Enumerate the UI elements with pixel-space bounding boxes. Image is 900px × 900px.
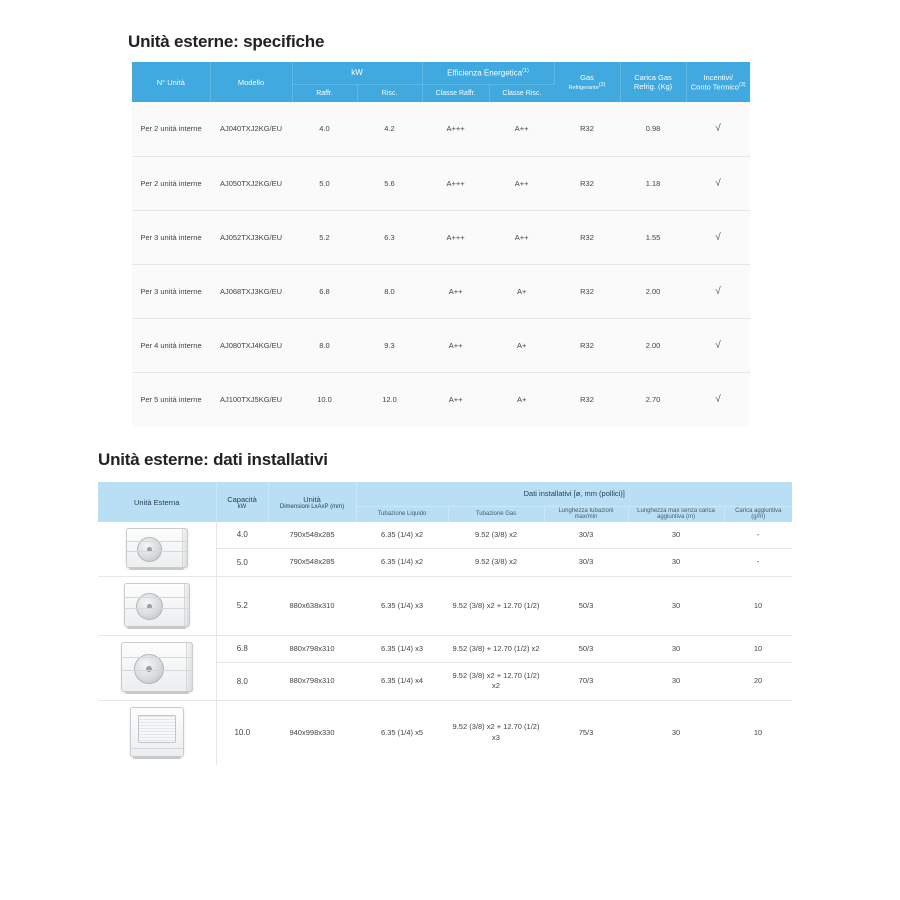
cell-incentive: √ [686, 156, 750, 210]
col-charge-label: Carica Gas [634, 73, 672, 82]
cell-gas: 9.52 (3/8) x2 [448, 522, 544, 549]
table-row [98, 522, 792, 549]
outdoor-unit-image-large [98, 636, 216, 701]
cell-incentive: √ [715, 393, 721, 405]
cell-dims: 880x798x310 [268, 662, 356, 700]
table-row [132, 210, 750, 264]
cell-maxlen: 30 [628, 636, 724, 663]
section2-title: Unità esterne: dati installativi [98, 450, 328, 469]
cell-kw-cool: 5.0 [292, 156, 357, 210]
cell-incentive: √ [686, 318, 750, 372]
cell-incentive: √ [686, 102, 750, 156]
cell-capacity: 4.0 [216, 522, 268, 549]
col-capacity [216, 482, 268, 522]
cell-model: AJ068TXJ3KG/EU [210, 264, 292, 318]
cell-dims: 880x638x310 [268, 577, 356, 636]
cell-kw-heat: 12.0 [382, 394, 397, 404]
cell-class-cool: A++ [422, 264, 489, 318]
cell-gas: R32 [554, 210, 620, 264]
col-liquid-pipe: Tubazione Liquido [356, 506, 448, 522]
cell-unit-count: Per 2 unità interne [132, 102, 210, 156]
cell-kw-cool: 6.8 [292, 264, 357, 318]
col-gas-sub [555, 82, 620, 91]
cell-liquid: 6.35 (1/4) x2 [356, 522, 448, 549]
table-row [132, 156, 750, 210]
cell-unit-count: Per 3 unità interne [132, 210, 210, 264]
cell-gas: 9.52 (3/8) x2 + 12.70 (1/2) x2 [448, 662, 544, 700]
cell-length: 30/3 [544, 549, 628, 577]
specs-table-body [132, 102, 750, 426]
cell-class-cool: A++ [448, 394, 463, 404]
col-efficiency-sup: (1) [522, 67, 529, 74]
cell-gas: 9.52 (3/8) x2 + 12.70 (1/2) [448, 577, 544, 636]
table-row [132, 102, 750, 156]
col-efficiency [422, 62, 554, 84]
col-incentives-sub [687, 82, 751, 92]
cell-model: AJ080TXJ4KG/EU [210, 318, 292, 372]
cell-class-heat: A+ [516, 394, 527, 404]
col-efficiency-label: Efficienza Energetica [447, 68, 523, 78]
col-incentives-sup: (3) [738, 81, 746, 88]
specs-table [132, 62, 750, 426]
col-kw-cool: Raffr. [292, 84, 357, 102]
cell-capacity: 6.8 [216, 636, 268, 663]
cell-gas: R32 [580, 394, 594, 404]
col-extra-charge-sub: (g/m) [751, 514, 766, 521]
cell-capacity: 5.2 [216, 577, 268, 636]
cell-kw-heat: 6.3 [357, 210, 422, 264]
col-pipe-length [544, 506, 628, 522]
col-unit-sub: Dimensioni LxAxP (mm) [279, 503, 345, 510]
cell-unit-count: Per 3 unità interne [132, 264, 210, 318]
col-unit-label: Unità [303, 494, 321, 504]
cell-charge: 2.70 [645, 394, 661, 404]
cell-dims: 940x998x330 [289, 727, 335, 737]
cell-kw-cool: 10.0 [317, 394, 332, 404]
cell-extra: - [724, 549, 792, 577]
col-unit-count: N° Unità [132, 62, 210, 102]
col-class-heat: Classe Risc. [489, 84, 554, 102]
col-capacity-label: Capacità [227, 494, 257, 504]
col-incentives [686, 62, 750, 102]
col-model: Modello [210, 62, 292, 102]
cell-incentive: √ [686, 264, 750, 318]
cell-extra: 10 [753, 727, 763, 737]
cell-unit-count: Per 2 unità interne [132, 156, 210, 210]
cell-length: 75/3 [578, 727, 594, 737]
cell-liquid: 6.35 (1/4) x5 [380, 727, 424, 737]
specs-table-header [132, 62, 750, 102]
cell-liquid: 6.35 (1/4) x4 [356, 662, 448, 700]
table-row [98, 636, 792, 663]
cell-maxlen: 30 [628, 522, 724, 549]
col-max-length [628, 506, 724, 522]
cell-model: AJ050TXJ2KG/EU [210, 156, 292, 210]
cell-kw-cool: 4.0 [292, 102, 357, 156]
install-table-body [98, 522, 792, 765]
col-gas-pipe: Tubazione Gas [448, 506, 544, 522]
table-row [98, 577, 792, 636]
cell-charge: 2.00 [620, 264, 686, 318]
cell-charge: 1.55 [620, 210, 686, 264]
col-extra-charge [724, 506, 792, 522]
cell-incentive: √ [686, 210, 750, 264]
col-gas-sub-label: Refrigerante [568, 84, 599, 91]
cell-unit-count: Per 4 unità interne [132, 318, 210, 372]
cell-gas: R32 [554, 318, 620, 372]
outdoor-unit-image-small [98, 522, 216, 577]
section-install-data [0, 440, 900, 765]
cell-gas: 9.52 (3/8) + 12.70 (1/2) x2 [448, 636, 544, 663]
table-row [132, 318, 750, 372]
cell-class-cool: A+++ [422, 156, 489, 210]
col-class-cool: Classe Raffr. [422, 84, 489, 102]
cell-maxlen: 30 [628, 549, 724, 577]
cell-liquid: 6.35 (1/4) x3 [356, 577, 448, 636]
cell-class-heat: A+ [489, 318, 554, 372]
table-row [132, 372, 750, 426]
section1-title: Unità esterne: specifiche [128, 32, 325, 51]
cell-charge: 2.00 [620, 318, 686, 372]
cell-dims: 790x548x285 [268, 522, 356, 549]
cell-maxlen: 30 [671, 727, 681, 737]
col-max-length-label: Lunghezza max senza carica [637, 508, 715, 515]
col-max-length-sub: aggiuntiva (m) [656, 514, 695, 521]
cell-kw-heat: 5.6 [357, 156, 422, 210]
col-outdoor-unit: Unità Esterna [98, 482, 216, 522]
cell-kw-heat: 8.0 [357, 264, 422, 318]
col-kw: kW [292, 62, 422, 84]
cell-model: AJ100TXJ5KG/EU [219, 394, 283, 404]
col-install-group: Dati installativi [ø, mm (pollici)] [356, 482, 792, 506]
cell-unit-count: Per 5 unità interne [140, 394, 202, 404]
cell-class-cool: A+++ [422, 210, 489, 264]
col-incentives-sub-label: Conto Termico [690, 82, 739, 92]
cell-length: 30/3 [544, 522, 628, 549]
table-row [98, 701, 792, 766]
cell-gas: R32 [554, 102, 620, 156]
cell-liquid: 6.35 (1/4) x2 [356, 549, 448, 577]
col-gas-label: Gas [580, 73, 594, 83]
col-charge [620, 62, 686, 102]
col-incentives-label: Incentivi/ [703, 72, 734, 82]
cell-class-heat: A++ [489, 156, 554, 210]
cell-maxlen: 30 [628, 577, 724, 636]
table-row [132, 264, 750, 318]
col-charge-sub: Refrig. (Kg) [633, 82, 673, 91]
cell-class-cool: A+++ [422, 102, 489, 156]
cell-class-heat: A+ [489, 264, 554, 318]
outdoor-unit-image-medium [98, 577, 216, 636]
col-extra-charge-label: Carica aggiuntiva [735, 508, 782, 515]
cell-maxlen: 30 [628, 662, 724, 700]
cell-gas: R32 [554, 264, 620, 318]
col-kw-heat: Risc. [357, 84, 422, 102]
install-table-header [98, 482, 792, 522]
cell-charge: 1.18 [620, 156, 686, 210]
cell-gas: 9.52 (3/8) x2 + 12.70 (1/2) x3 [452, 722, 540, 742]
cell-kw-heat: 9.3 [357, 318, 422, 372]
cell-extra: - [724, 522, 792, 549]
cell-charge: 0.98 [620, 102, 686, 156]
cell-liquid: 6.35 (1/4) x3 [356, 636, 448, 663]
cell-kw-cool: 5.2 [292, 210, 357, 264]
col-gas-sub-sup: (2) [598, 82, 606, 89]
cell-model: AJ040TXJ2KG/EU [210, 102, 292, 156]
cell-length: 50/3 [544, 577, 628, 636]
outdoor-unit-image-xlarge [98, 701, 216, 766]
cell-length: 70/3 [544, 662, 628, 700]
cell-extra: 20 [724, 662, 792, 700]
cell-class-heat: A++ [489, 102, 554, 156]
cell-class-cool: A++ [422, 318, 489, 372]
cell-extra: 10 [724, 636, 792, 663]
col-capacity-sub: kW [237, 503, 247, 510]
section-outdoor-specs [0, 0, 900, 426]
cell-gas: 9.52 (3/8) x2 [448, 549, 544, 577]
cell-class-heat: A++ [489, 210, 554, 264]
cell-capacity: 5.0 [216, 549, 268, 577]
cell-dims: 790x548x285 [268, 549, 356, 577]
cell-kw-heat: 4.2 [357, 102, 422, 156]
col-unit-dims [268, 482, 356, 522]
cell-kw-cool: 8.0 [292, 318, 357, 372]
cell-model: AJ052TXJ3KG/EU [210, 210, 292, 264]
col-pipe-length-label: Lunghezza tubazioni [558, 508, 614, 515]
cell-extra: 10 [724, 577, 792, 636]
cell-length: 50/3 [544, 636, 628, 663]
cell-capacity: 10.0 [234, 728, 251, 738]
cell-capacity: 8.0 [216, 662, 268, 700]
col-pipe-length-sub: max/min [574, 514, 598, 521]
install-table [98, 482, 792, 765]
cell-dims: 880x798x310 [268, 636, 356, 663]
col-gas [554, 62, 620, 102]
cell-gas: R32 [554, 156, 620, 210]
